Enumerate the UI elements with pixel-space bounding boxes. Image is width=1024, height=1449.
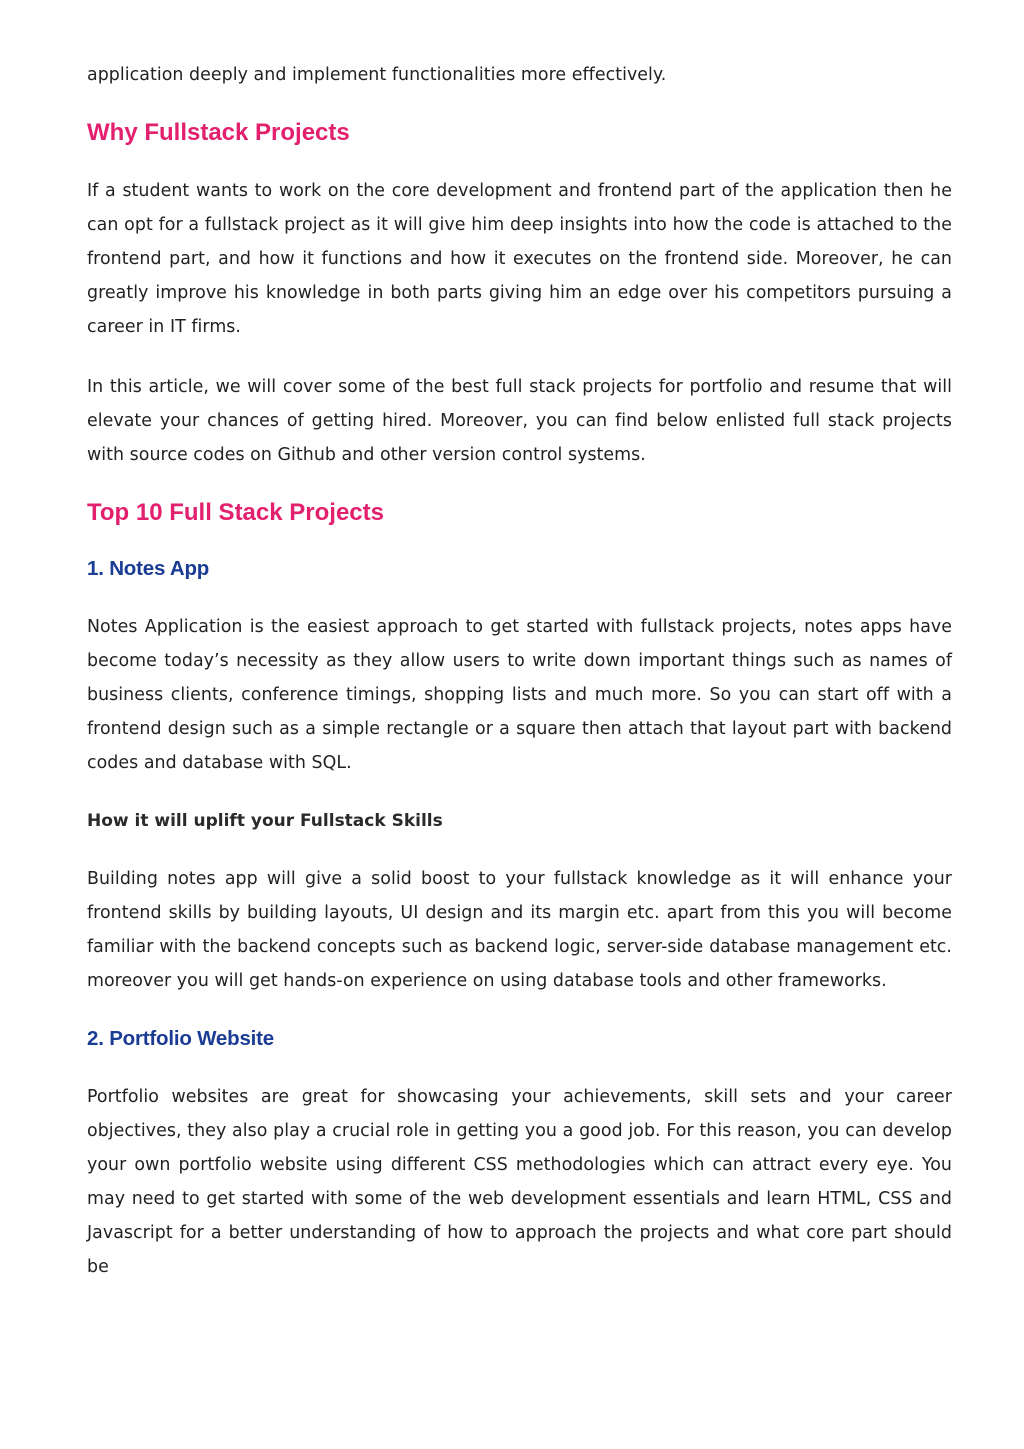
why-fullstack-heading: Why Fullstack Projects xyxy=(87,119,350,146)
document-page xyxy=(87,58,952,1284)
project-2-title: 2. Portfolio Website xyxy=(87,1027,274,1050)
why-paragraph-1: If a student wants to work on the core development and frontend part of the application then he can opt for a fullstack project as it will give him deep insights into how the code is attached to the frontend part, and how it functions and how it executes on the frontend side. Moreover, he can greatly improve his knowledge in both parts giving him an edge over his competitors pursuing a career in IT firms. xyxy=(87,181,952,337)
project-2-description: Portfolio websites are great for showcasing your achievements, skill sets and your career objectives, they also play a crucial role in getting you a good job. For this reason, you can develop your own portfolio website using different CSS methodologies which can attract every eye. You may need to get started with some of the web development essentials and learn HTML, CSS and Javascript for a better understanding of how to approach the projects and what core part should be xyxy=(87,1087,952,1277)
top-projects-heading: Top 10 Full Stack Projects xyxy=(87,499,384,526)
project-1-description: Notes Application is the easiest approach to get started with fullstack projects, notes apps have become today’s necessity as they allow users to write down important things such as names of business clients, conference timings, shopping lists and much more. So you can start off with a frontend design such as a simple rectangle or a square then attach that layout part with backend codes and database with SQL. xyxy=(87,617,952,773)
project-1-uplift-heading: How it will uplift your Fullstack Skills xyxy=(87,811,443,831)
intro-tail-paragraph: application deeply and implement functionalities more effectively. xyxy=(87,65,667,85)
project-1-uplift-text: Building notes app will give a solid boost to your fullstack knowledge as it will enhance your frontend skills by building layouts, UI design and its margin etc. apart from this you will become familiar with the backend concepts such as backend logic, server-side database management etc. moreover you will get hands-on experience on using database tools and other frameworks. xyxy=(87,869,952,991)
project-1-title: 1. Notes App xyxy=(87,557,210,580)
why-paragraph-2: In this article, we will cover some of the best full stack projects for portfolio and resume that will elevate your chances of getting hired. Moreover, you can find below enlisted full stack projects with source codes on Github and other version control systems. xyxy=(87,377,952,465)
